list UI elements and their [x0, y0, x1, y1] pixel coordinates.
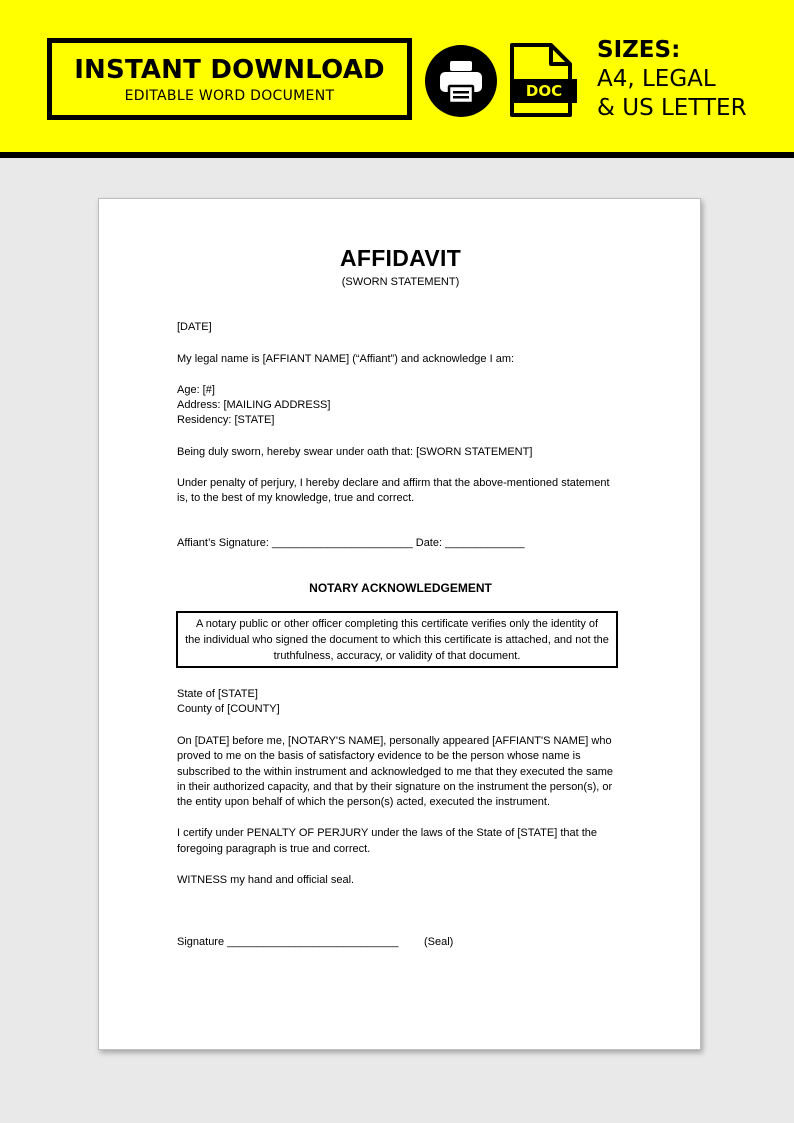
state-field: State of [STATE]: [177, 688, 258, 700]
promo-banner: [0, 0, 794, 158]
sizes-line-1: A4, LEGAL: [597, 66, 716, 92]
notice-line-1: A notary public or other officer completing this certificate verifies only the identity of: [195, 618, 599, 630]
date-field: [DATE]: [177, 321, 212, 333]
document-subtitle: (SWORN STATEMENT): [341, 276, 460, 288]
notice-line-2: the individual who signed the document to which this certificate is attached, and not the: [185, 634, 609, 646]
certify-line-2: foregoing paragraph is true and correct.: [177, 843, 371, 855]
notary-heading: NOTARY ACKNOWLEDGEMENT: [309, 581, 492, 595]
printer-icon: [425, 45, 497, 117]
certify-line-1: I certify under PENALTY OF PERJURY under the laws of the State of [STATE] that the: [177, 827, 598, 839]
sizes-line-2: & US LETTER: [597, 95, 747, 121]
document-page: [98, 198, 701, 1050]
sizes-title: SIZES:: [597, 37, 681, 63]
sizes-info: [597, 36, 747, 123]
notary-notice-box: [176, 611, 618, 668]
appearance-line-3: subscribed to the within instrument and acknowledged to me that they executed the same: [177, 766, 613, 778]
appearance-line-1: On [DATE] before me, [NOTARY'S NAME], personally appeared [AFFIANT'S NAME] who: [177, 735, 612, 747]
witness-line: WITNESS my hand and official seal.: [177, 874, 355, 886]
age-field: Age: [#]: [177, 384, 215, 396]
residency-field: Residency: [STATE]: [177, 414, 275, 426]
editable-word-subtitle: EDITABLE WORD DOCUMENT: [124, 88, 335, 104]
notary-signature-line: Signature ____________________________: [177, 936, 399, 948]
affiant-signature-line: Affiant’s Signature: _______________________ Date: _____________: [177, 537, 525, 549]
address-field: Address: [MAILING ADDRESS]: [177, 399, 331, 411]
county-field: County of [COUNTY]: [177, 703, 280, 715]
appearance-line-5: the entity upon behalf of which the person(s) acted, executed the instrument.: [177, 796, 551, 808]
instant-download-title: INSTANT DOWNLOAD: [74, 55, 385, 85]
legal-name-line: My legal name is [AFFIANT NAME] (“Affiant”) and acknowledge I am:: [177, 353, 515, 365]
notice-line-3: truthfulness, accuracy, or validity of that document.: [273, 650, 521, 662]
instant-download-box: [47, 38, 412, 120]
perjury-line-1: Under penalty of perjury, I hereby declare and affirm that the above-mentioned statement: [177, 477, 610, 489]
sworn-statement-line: Being duly sworn, hereby swear under oath that: [SWORN STATEMENT]: [177, 446, 533, 458]
appearance-line-4: in their authorized capacity, and that by their signature on the instrument the person(s), or: [177, 781, 613, 793]
document-title: AFFIDAVIT: [339, 245, 462, 271]
doc-badge: DOC: [511, 79, 577, 103]
perjury-line-2: is, to the best of my knowledge, true and correct.: [177, 492, 415, 504]
seal-label: (Seal): [424, 936, 454, 948]
appearance-line-2: proved to me on the basis of satisfactory evidence to be the person whose name is: [177, 750, 581, 762]
